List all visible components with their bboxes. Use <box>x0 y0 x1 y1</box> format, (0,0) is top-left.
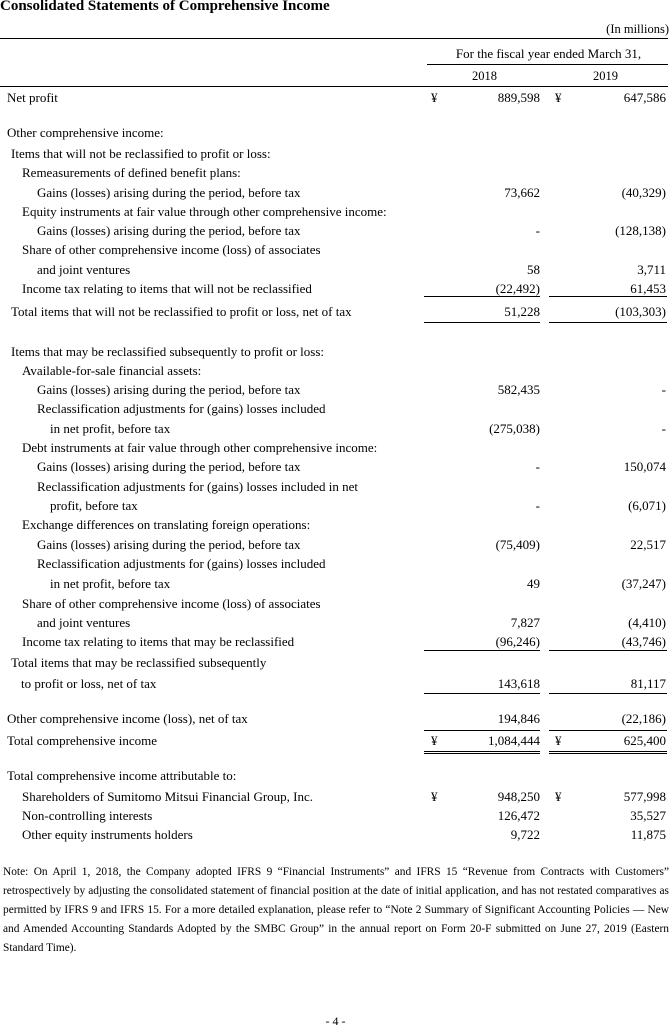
page-number: - 4 - <box>325 1014 346 1028</box>
yen-symbol-2018: ¥ <box>431 733 438 748</box>
value-2019: 577,998 <box>623 789 666 804</box>
row-label: Other comprehensive income: <box>7 125 164 140</box>
table-row <box>0 90 671 108</box>
value-2019: 22,517 <box>630 537 666 552</box>
value-2018: - <box>535 459 540 474</box>
row-label: Share of other comprehensive income (loss) of associates <box>22 242 321 257</box>
row-label: Gains (losses) arising during the period, before tax <box>37 537 301 552</box>
table-row <box>0 768 671 786</box>
total-rule <box>549 322 667 323</box>
total-rule <box>549 296 667 297</box>
row-label: profit, before tax <box>50 498 138 513</box>
table-row <box>0 262 671 280</box>
total-rule <box>549 693 667 694</box>
value-2019: (40,329) <box>621 185 666 200</box>
units-label: (In millions) <box>606 22 669 36</box>
value-2019: 81,117 <box>630 676 666 691</box>
table-row <box>0 125 671 143</box>
table-row <box>0 185 671 203</box>
table-row <box>0 223 671 241</box>
table-row <box>0 165 671 183</box>
table-row <box>0 556 671 574</box>
yen-symbol-2019: ¥ <box>555 789 562 804</box>
row-label: Equity instruments at fair value through other comprehensive income: <box>22 204 387 219</box>
total-rule <box>424 322 540 323</box>
table-row <box>0 459 671 477</box>
row-label: Total items that will not be reclassified to profit or loss, net of tax <box>11 304 352 319</box>
row-label: Available-for-sale financial assets: <box>22 363 202 378</box>
value-2018: (275,038) <box>489 421 540 436</box>
row-label: Income tax relating to items that will not be reclassified <box>22 281 312 296</box>
table-row <box>0 596 671 614</box>
value-2019: (128,138) <box>615 223 666 238</box>
value-2018: 948,250 <box>497 789 540 804</box>
value-2019: (37,247) <box>621 576 666 591</box>
value-2019: 3,711 <box>637 262 666 277</box>
value-2019: 35,527 <box>630 808 666 823</box>
row-label: and joint ventures <box>37 262 131 277</box>
row-label: Reclassification adjustments for (gains) losses included in net <box>37 479 358 494</box>
table-row <box>0 440 671 458</box>
row-label: Reclassification adjustments for (gains) losses included <box>37 401 326 416</box>
value-2018: 58 <box>527 262 540 277</box>
value-2018: 51,228 <box>504 304 540 319</box>
header-top-rule <box>0 38 668 39</box>
total-rule <box>424 753 540 754</box>
yen-symbol-2018: ¥ <box>431 789 438 804</box>
row-label: Gains (losses) arising during the period, before tax <box>37 185 301 200</box>
row-label: Total items that may be reclassified subsequently <box>11 655 267 670</box>
row-label: Total comprehensive income attributable to: <box>7 768 237 783</box>
row-label: Share of other comprehensive income (loss) of associates <box>22 596 321 611</box>
row-label: Income tax relating to items that may be reclassified <box>22 634 295 649</box>
row-label: Non-controlling interests <box>22 808 153 823</box>
total-rule <box>549 753 667 754</box>
value-2019: 61,453 <box>630 281 666 296</box>
value-2018: - <box>535 223 540 238</box>
row-label: in net profit, before tax <box>50 576 171 591</box>
table-row <box>0 711 671 729</box>
total-rule <box>549 730 667 731</box>
row-label: Other comprehensive income (loss), net of tax <box>7 711 248 726</box>
value-2019: (22,186) <box>621 711 666 726</box>
footnote: Note: On April 1, 2018, the Company adopted IFRS 9 “Financial Instruments” and IFRS 15 “Revenue from Contracts with Customers” retrospectively by adjusting the consolidated statement of financial position at the date of initial application, and has not restated comparatives as permitted by IFRS 9 and IFRS 15. For a more detailed explanation, please refer to “Note 2 Summary of Significant Accounting Policies — New and Amended Accounting Standards Adopted by the SMBC Group” in the annual report on Form 20-F submitted on June 27, 2019 (Eastern Standard Time). <box>3 866 669 954</box>
value-2018: 1,084,444 <box>488 733 540 748</box>
yen-symbol-2019: ¥ <box>555 90 562 105</box>
row-label: Other equity instruments holders <box>22 827 193 842</box>
header-bottom-rule <box>0 86 668 87</box>
year-2018-header: 2018 <box>472 69 497 83</box>
table-row <box>0 242 671 260</box>
value-2018: 194,846 <box>497 711 540 726</box>
table-row <box>0 655 671 673</box>
table-row <box>0 304 671 322</box>
value-2018: 73,662 <box>504 185 540 200</box>
row-label: in net profit, before tax <box>50 421 171 436</box>
table-row <box>0 789 671 807</box>
year-2019-header: 2019 <box>593 69 618 83</box>
table-row <box>0 401 671 419</box>
table-row <box>0 537 671 555</box>
row-label: and joint ventures <box>37 615 131 630</box>
row-label: Shareholders of Sumitomo Mitsui Financial Group, Inc. <box>22 789 314 804</box>
table-row <box>0 421 671 439</box>
table-row <box>0 363 671 381</box>
row-label: Gains (losses) arising during the period, before tax <box>37 223 301 238</box>
row-label: Debt instruments at fair value through other comprehensive income: <box>22 440 378 455</box>
row-label: Items that will not be reclassified to profit or loss: <box>11 146 271 161</box>
value-2019: (6,071) <box>628 498 666 513</box>
table-row <box>0 827 671 845</box>
row-label: Exchange differences on translating foreign operations: <box>22 517 311 532</box>
row-label: Reclassification adjustments for (gains) losses included <box>37 556 326 571</box>
total-rule <box>424 296 540 297</box>
total-rule <box>424 730 540 731</box>
row-label: Items that may be reclassified subsequently to profit or loss: <box>11 344 325 359</box>
value-2018: - <box>535 498 540 513</box>
row-label: Remeasurements of defined benefit plans: <box>22 165 241 180</box>
value-2018: 582,435 <box>497 382 540 397</box>
value-2019: (43,746) <box>621 634 666 649</box>
table-row <box>0 498 671 516</box>
table-row <box>0 146 671 164</box>
period-header: For the fiscal year ended March 31, <box>455 46 642 61</box>
table-row <box>0 576 671 594</box>
table-row <box>0 615 671 633</box>
row-label: Gains (losses) arising during the period, before tax <box>37 459 301 474</box>
value-2018: 9,722 <box>510 827 540 842</box>
value-2019: (4,410) <box>628 615 666 630</box>
value-2018: 143,618 <box>497 676 540 691</box>
value-2019: 625,400 <box>623 733 666 748</box>
table-row <box>0 676 671 694</box>
table-row <box>0 204 671 222</box>
row-label: Gains (losses) arising during the period, before tax <box>37 382 301 397</box>
value-2018: (96,246) <box>495 634 540 649</box>
row-label: to profit or loss, net of tax <box>21 676 157 691</box>
table-row <box>0 733 671 751</box>
value-2019: 150,074 <box>623 459 666 474</box>
value-2019: 11,875 <box>630 827 666 842</box>
value-2019: (103,303) <box>615 304 666 319</box>
statement-title: Consolidated Statements of Comprehensive Income <box>0 0 330 14</box>
table-row <box>0 517 671 535</box>
table-row <box>0 479 671 497</box>
row-label: Total comprehensive income <box>7 733 157 748</box>
period-rule <box>427 64 668 65</box>
value-2019: - <box>661 382 666 397</box>
value-2018: 7,827 <box>510 615 540 630</box>
value-2018: 126,472 <box>497 808 540 823</box>
total-rule <box>549 650 667 651</box>
value-2019: 647,586 <box>623 90 666 105</box>
value-2018: (75,409) <box>495 537 540 552</box>
value-2018: 49 <box>527 576 540 591</box>
total-rule <box>424 693 540 694</box>
table-row <box>0 382 671 400</box>
total-rule <box>424 751 540 752</box>
table-row <box>0 344 671 362</box>
value-2018: (22,492) <box>495 281 540 296</box>
total-rule <box>549 751 667 752</box>
row-label: Net profit <box>7 90 58 105</box>
yen-symbol-2018: ¥ <box>431 90 438 105</box>
value-2019: - <box>661 421 666 436</box>
total-rule <box>424 650 540 651</box>
value-2018: 889,598 <box>497 90 540 105</box>
table-row <box>0 808 671 826</box>
yen-symbol-2019: ¥ <box>555 733 562 748</box>
